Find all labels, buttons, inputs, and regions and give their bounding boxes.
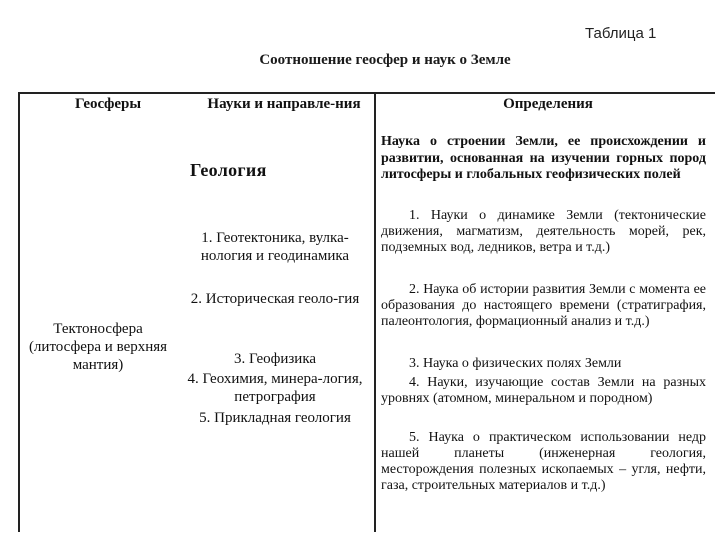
header-sciences: Науки и направле-ния [207, 96, 361, 112]
science-item-1: 1. Геотектоника, вулка-нология и геодинамика [200, 230, 350, 264]
table-number-label: Таблица 1 [585, 25, 657, 42]
science-group-geology: Геология [190, 160, 267, 180]
column-divider-definitions [374, 92, 376, 532]
definition-geology: Наука о строении Земли, ее происхождении и развитии, основанная на изучении горных пород литосферы и глобальных геофизических полей [381, 134, 706, 182]
definition-item-5: 5. Наука о практическом использовании недр нашей планеты (инженерная геология, месторождения полезных ископаемых – угля, нефти, газа, строительных материалов и т.д.) [381, 430, 706, 493]
header-definitions: Определения [503, 96, 593, 112]
geosphere-tectonosphere: Тектоносфера (литосфера и верхняя мантия) [28, 321, 168, 373]
definition-item-2: 2. Наука об истории развития Земли с момента ее образования до настоящего времени (стратиграфия, палеонтология, формационный анализ и т.д.) [381, 282, 706, 329]
table-caption: Соотношение геосфер и наук о Земле [259, 52, 511, 68]
science-item-5: 5. Прикладная геология [199, 410, 351, 426]
science-item-4: 4. Геохимия, минера-логия, петрография [187, 371, 363, 405]
definition-item-4: 4. Науки, изучающие состав Земли на разных уровнях (атомном, минеральном и породном) [381, 375, 706, 406]
definition-item-1: 1. Науки о динамике Земли (тектонические движения, магматизм, деятельность морей, рек, подземных вод, ледников, ветра и т.д.) [381, 208, 706, 255]
science-item-3: 3. Геофизика [233, 351, 317, 367]
header-geospheres: Геосферы [74, 96, 142, 112]
table-top-border [18, 92, 715, 94]
geospheres-table [18, 92, 715, 532]
science-item-2: 2. Историческая геоло-гия [190, 291, 360, 307]
table-left-border [18, 92, 20, 532]
definition-item-3: 3. Наука о физических полях Земли [409, 356, 622, 371]
